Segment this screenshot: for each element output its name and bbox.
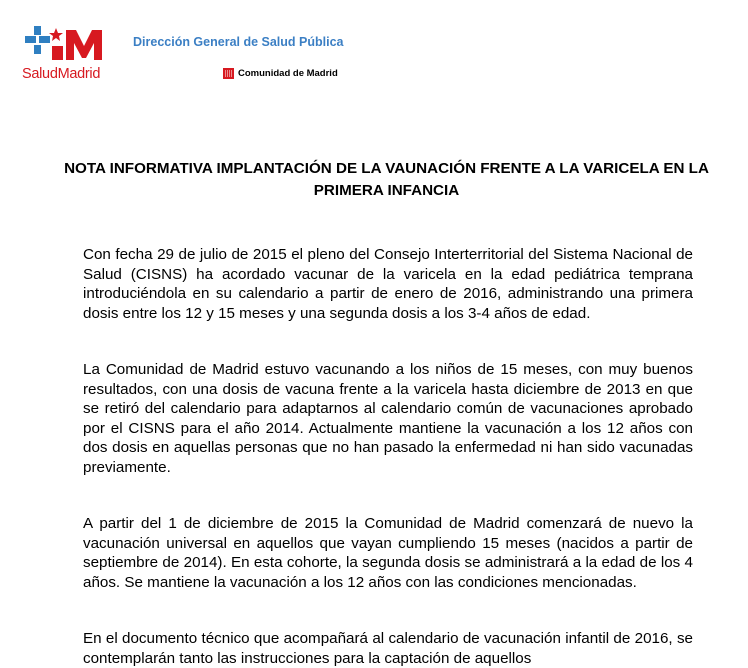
paragraph: A partir del 1 de diciembre de 2015 la Comunidad de Madrid comenzará de nuevo la vacunación universal en aquellos que vayan cumpliendo 15 meses (nacidos a partir de septiembre de 2014). En esta cohorte, la segunda dosis se administrará a la edad de los 4 años. Se mantiene la vacunación a los 12 años con las condiciones mencionadas. xyxy=(83,515,693,591)
comunidad-madrid-logo xyxy=(223,66,338,80)
madrid-flag-icon xyxy=(223,68,234,79)
department-name: Dirección General de Salud Pública xyxy=(133,35,344,49)
community-name: Comunidad de Madrid xyxy=(238,67,338,79)
paragraph: Con fecha 29 de julio de 2015 el pleno del Consejo Interterritorial del Sistema Nacional de Salud (CISNS) ha acordado vacunar de la varicela en la edad pediátrica temprana introduciéndola en su calendario a partir de enero de 2016, administrando una primera dosis entre los 12 y 15 meses y una segunda dosis a los 3-4 años de edad. xyxy=(83,246,693,322)
paragraph: La Comunidad de Madrid estuvo vacunando a los niños de 15 meses, con muy buenos resultados, con una dosis de vacuna frente a la varicela hasta diciembre de 2013 en que se retiró del calendario para adaptarnos al calendario común de vacunaciones aprobado por el CISNS para el año 2014. Actualmente mantiene la vacunación a los 12 años con dos dosis en aquellas personas que no han pasado la enfermedad ni han sido vacunadas previamente. xyxy=(83,361,693,476)
document-title: NOTA INFORMATIVA IMPLANTACIÓN DE LA VAUNACIÓN FRENTE A LA VARICELA EN LA PRIMERA INFANCIA xyxy=(64,160,709,199)
logo-caption: SaludMadrid xyxy=(22,66,101,82)
paragraph: En el documento técnico que acompañará al calendario de vacunación infantil de 2016, se contemplarán tanto las instrucciones para la captación de aquellos xyxy=(83,630,693,667)
